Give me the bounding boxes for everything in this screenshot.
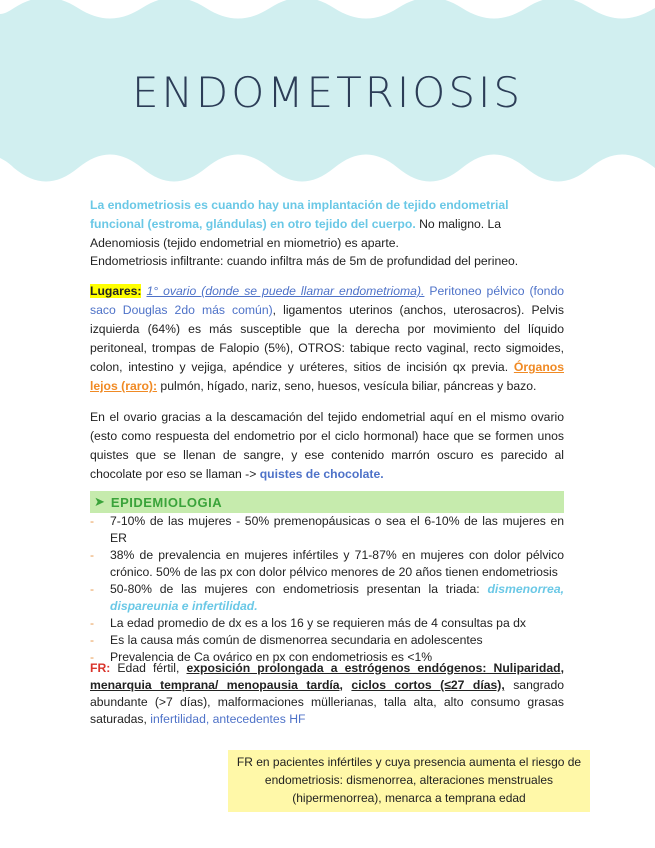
arrow-right-icon: ➤	[94, 494, 105, 509]
lugares-body: , ligamentos uterinos (anchos, uterosacros). Pelvis izquierda (64%) es más susceptible que la derecha por movimiento del líquido peritoneal, trompas de Falopio (5%), OTROS: tabique recto vaginal, recto sigmoides, colon, intestino y vejiga, apéndice y uréteres, sitios de incisión qx previa.	[90, 303, 564, 374]
ovario-paragraph	[90, 408, 564, 484]
bullet-dash: -	[90, 633, 95, 647]
triada-terms: dismenorrea, dispareunia e infertilidad.	[110, 582, 564, 613]
fr-infertiles-note: FR en pacientes infértiles y cuya presencia aumenta el riesgo de endometriosis: dismenorrea, alteraciones menstruales (hipermenorrea), menarca a temprana edad	[228, 750, 590, 812]
ovario-site: 1° ovario (donde se puede llamar endometrioma).	[146, 284, 425, 298]
lugares-paragraph	[90, 282, 564, 396]
bullet-dash: -	[90, 582, 95, 596]
lugares-label: Lugares:	[90, 284, 142, 298]
ciclos-cortos: ciclos cortos (≤27 días),	[351, 678, 505, 692]
factores-riesgo-paragraph: FR: Edad fértil, exposición prolongada a estrógenos endógenos: Nuliparidad, menarquia temprana/ menopausia tardía, ciclos cortos (≤27 días), sangrado abundante (>7 días), malformaciones müllerianas, talla alta, alto consumo grasas saturadas, infertilidad, antecedentes HF	[90, 661, 565, 726]
organos-lejos-label: Órganos lejos (raro):	[90, 360, 564, 393]
infiltrante-paragraph: Endometriosis infiltrante: cuando infiltra más de 5m de profundidad del perineo.	[90, 254, 519, 268]
list-item: - 7-10% de las mujeres - 50% premenopáusicas o sea el 6-10% de las mujeres en ER	[90, 514, 564, 545]
bullet-dash: -	[90, 548, 95, 562]
list-item: - 38% de prevalencia en mujeres infértiles y 71-87% en mujeres con dolor pélvico crónico. 50% de las px con dolor pélvico menores de 20 años tienen endometriosis	[90, 548, 564, 579]
list-item: - La edad promedio de dx es a los 16 y se requieren más de 4 consultas pa dx	[90, 616, 526, 630]
intro-rest: No maligno. La Adenomiosis (tejido endometrial en miometrio) es aparte.	[90, 217, 502, 250]
epidemiologia-header	[90, 491, 564, 513]
bullet-dash: -	[90, 616, 95, 630]
fr-infertilidad: infertilidad, antecedentes HF	[150, 712, 306, 726]
quistes-chocolate: quistes de chocolate.	[256, 467, 384, 481]
bullet-dash: -	[90, 514, 95, 528]
definition-highlight: La endometriosis es cuando hay una implantación de tejido endometrial funcional (estroma, glándulas) en otro tejido del cuerpo.	[90, 198, 509, 231]
epidemiologia-list	[90, 513, 564, 666]
fr-label: FR:	[90, 661, 111, 675]
page-title: ENDOMETRIOSIS	[131, 68, 524, 117]
epidemiologia-title: EPIDEMIOLOGIA	[110, 494, 223, 510]
list-item: - 50-80% de las mujeres con endometriosis presentan la triada: dismenorrea, dispareunia e infertilidad.	[90, 582, 564, 613]
peritoneo-site: Peritoneo pélvico (fondo saco Douglas 2do más común)	[90, 284, 565, 317]
ovario-text: En el ovario gracias a la descamación del tejido endometrial aquí en el mismo ovario (esto como respuesta del endometrio por el ciclo hormonal) hace que se formen unos quistes que se llenan de sangre, y ese contenido marrón oscuro es parecido al chocolate por eso se llaman ->	[90, 410, 564, 481]
list-item: - Es la causa más común de dismenorrea secundaria en adolescentes	[90, 633, 483, 647]
bullet-dash: -	[90, 650, 95, 664]
estrogenos-exposure: exposición prolongada a estrógenos endógenos: Nuliparidad, menarquia temprana/ menopausia tardía,	[90, 661, 564, 692]
list-item: - Prevalencia de Ca ovárico en px con endometriosis es <1%	[90, 650, 433, 664]
organos-list: pulmón, hígado, nariz, seno, huesos, vesícula biliar, páncreas y bazo.	[157, 379, 537, 393]
intro-paragraph	[90, 196, 564, 253]
